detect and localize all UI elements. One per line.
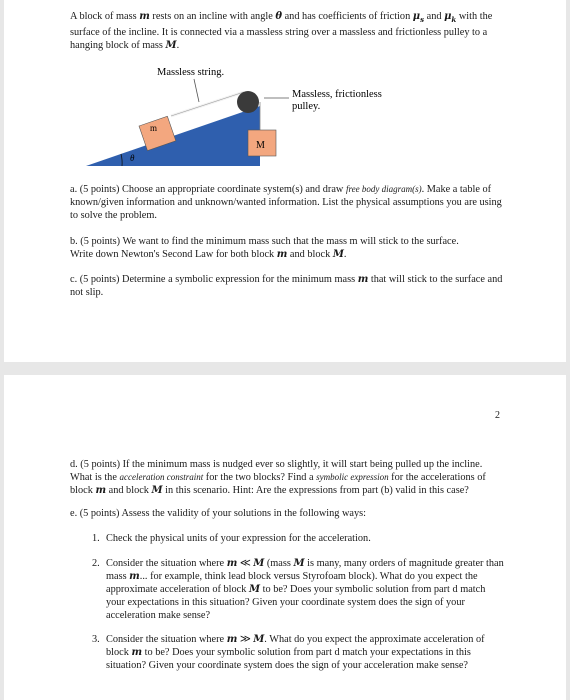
var-M: M <box>253 558 265 569</box>
var-M: M <box>151 485 163 496</box>
var-m: m <box>139 11 150 22</box>
list-text-part: is many, many orders of magnitude greater than mass <box>106 558 504 582</box>
intro-text: with the surface of the incline. It is connected via a massless string over a massless and frictionless pulley to a hanging block of mass <box>70 11 493 52</box>
var-m: m <box>129 571 140 582</box>
part-d-emphasis: acceleration constraint <box>119 472 204 482</box>
part-b-text: Write down Newton's Second Law for both block <box>70 249 277 260</box>
intro-text: and <box>424 11 445 22</box>
pulley-label-line2: pulley. <box>292 101 321 112</box>
var-m: m <box>357 274 369 285</box>
subscript-s: s <box>420 15 425 25</box>
list-text-part: Consider the situation where <box>106 558 227 569</box>
list-text-part: (mass <box>264 558 294 569</box>
var-m: m <box>226 558 238 569</box>
part-b <box>70 235 506 261</box>
pulley <box>237 91 259 113</box>
list-number: 3. <box>92 634 100 645</box>
relation-symbol: ≪ <box>237 558 254 569</box>
page-1 <box>4 0 566 362</box>
problem-intro <box>70 10 506 52</box>
part-a-text: a. (5 points) Choose an appropriate coordinate system(s) and draw <box>70 184 346 195</box>
relation-symbol: ≫ <box>237 634 254 645</box>
list-text-part: to be? Does your symbolic solution from part d match your expectations in this situation? Given your coordinate system does the sign of your acceleration make sense? <box>106 647 471 671</box>
var-M: M <box>165 40 177 52</box>
part-d <box>70 458 506 497</box>
var-m: m <box>95 485 107 496</box>
var-m: m <box>276 249 288 260</box>
var-mu: μ <box>412 11 421 22</box>
var-M: M <box>293 558 305 569</box>
incline-figure <box>4 60 566 175</box>
part-d-text: for the accelerations of block <box>70 472 486 496</box>
list-text-part: Consider the situation where <box>106 634 227 645</box>
angle-label: θ <box>130 153 135 163</box>
var-M: M <box>253 634 265 645</box>
list-text <box>106 633 506 672</box>
part-e-intro: e. (5 points) Assess the validity of your solutions in the following ways: <box>70 508 367 519</box>
block-m-label: m <box>150 123 158 133</box>
var-m: m <box>226 634 238 645</box>
part-c-text: c. (5 points) Determine a symbolic expression for the minimum mass <box>70 274 358 285</box>
part-d-text: and block <box>106 485 152 496</box>
var-M: M <box>248 584 261 595</box>
intro-text: A block of mass <box>70 11 140 22</box>
part-d-emphasis: symbolic expression <box>316 472 389 482</box>
part-d-text: d. (5 points) If the minimum mass is nudged ever so slightly, it will start being pulled up the incline. What is the <box>70 459 483 483</box>
pulley-label-line1: Massless, frictionless <box>292 89 382 100</box>
var-M: M <box>332 249 344 260</box>
list-number: 1. <box>92 533 100 544</box>
intro-text: and has coefficients of friction <box>282 11 413 22</box>
part-c <box>70 273 506 299</box>
var-theta: θ <box>275 11 283 22</box>
intro-text: rests on an incline with angle <box>149 11 276 22</box>
part-a <box>70 183 506 222</box>
string-outline <box>171 92 244 116</box>
list-text: Check the physical units of your expression for the acceleration. <box>106 533 371 544</box>
part-b-text: . <box>343 249 347 260</box>
string-label-pointer <box>194 79 199 102</box>
string-label: Massless string. <box>157 67 225 78</box>
list-text-part: . What do you expect the approximate acceleration of block <box>106 634 485 658</box>
part-a-emphasis: free body diagram(s) <box>345 184 422 194</box>
part-a-text: . Make a table of known/given information and unknown/wanted information. List the physical assumptions you are using to solve the problem. <box>70 184 502 221</box>
list-text-part: to be? Does your symbolic solution from part d match your expectations in this situation? Given your coordinate system does the sign of your acceleration make sense? <box>106 584 486 621</box>
part-b-text: b. (5 points) We want to find the minimum mass such that the mass m will stick to the surface. <box>70 236 459 247</box>
part-c-text: that will stick to the surface and not slip. <box>70 274 503 298</box>
part-b-text: and block <box>287 249 333 260</box>
page-2 <box>4 375 566 700</box>
page-number: 2 <box>495 410 500 421</box>
list-number: 2. <box>92 558 100 569</box>
intro-text: . <box>176 40 180 52</box>
part-d-text: for the two blocks? Find a <box>203 472 317 483</box>
part-d-text: in this scenario. Hint: Are the expressions from part (b) valid in this case? <box>162 485 469 496</box>
list-text <box>106 557 506 622</box>
var-mu: μ <box>444 11 452 22</box>
block-M-label: M <box>256 140 265 151</box>
var-m: m <box>131 647 143 658</box>
list-text-part: ... for example, think lead block versus Styrofoam block). What do you expect the approximate acceleration of block <box>106 571 478 595</box>
subscript-k: k <box>451 15 457 25</box>
